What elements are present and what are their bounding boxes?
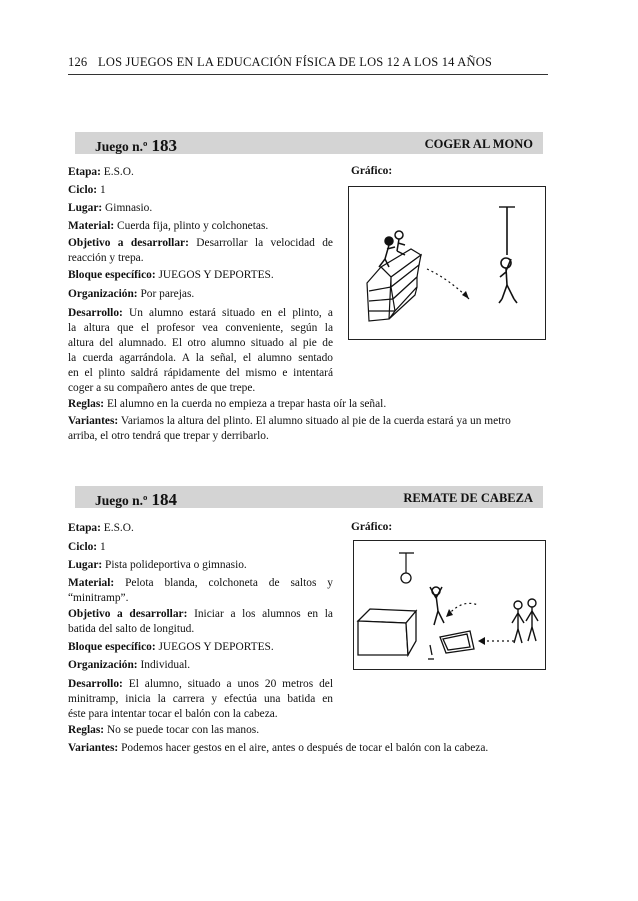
field-value: JUEGOS Y DEPORTES. xyxy=(158,641,274,653)
waiting-students xyxy=(512,599,538,643)
field-etapa xyxy=(68,165,134,180)
climbing-rope-illustration xyxy=(349,187,545,339)
field-bloque xyxy=(68,268,274,283)
field-value: El alumno en la cuerda no empieza a trepar hasta oír la señal. xyxy=(106,398,387,410)
desarrollo-line xyxy=(68,351,333,366)
field-value: No se puede tocar con las manos. xyxy=(106,724,260,736)
field-lugar xyxy=(68,201,152,216)
objetivo-line: batida del salto de longitud. xyxy=(68,623,195,635)
field-label: Variantes: xyxy=(68,742,119,754)
field-value: Cuerda fija, plinto y colchonetas. xyxy=(117,220,269,232)
field-organizacion xyxy=(68,287,194,302)
desarrollo-line xyxy=(68,336,333,351)
field-objetivo-cont: reacción y trepa. xyxy=(68,252,144,264)
field-label: Bloque específico: xyxy=(68,641,156,653)
field-value: Desarrollar la velocidad de xyxy=(196,237,333,249)
field-label: Desarrollo: xyxy=(68,678,123,690)
field-value: Podemos hacer gestos en el aire, antes o después de tocar el balón con la cabeza. xyxy=(121,742,489,754)
field-objetivo xyxy=(68,236,333,251)
field-variantes xyxy=(68,414,511,429)
game-label xyxy=(95,490,177,510)
grafico-label: Gráfico: xyxy=(351,521,393,533)
game-label-text: Juego n.º xyxy=(95,493,148,508)
field-reglas xyxy=(68,723,259,738)
approach-arrow-head xyxy=(478,637,485,645)
field-lugar xyxy=(68,558,247,573)
field-label: Reglas: xyxy=(68,724,105,736)
field-label: Desarrollo: xyxy=(68,307,123,319)
desarrollo-text: minitramp, inicia la carrera y efectúa una batida en xyxy=(68,693,333,705)
field-label: Reglas: xyxy=(68,398,105,410)
desarrollo-line xyxy=(68,366,333,381)
page-number: 126 xyxy=(68,55,88,69)
game-label xyxy=(95,136,177,156)
figure-183 xyxy=(348,186,546,340)
field-value: Pelota blanda, colchoneta de saltos y xyxy=(125,577,333,589)
field-value: E.S.O. xyxy=(103,166,134,178)
field-label: Objetivo a desarrollar: xyxy=(68,608,188,620)
desarrollo-line: éste para intentar tocar el balón con la cabeza. xyxy=(68,708,278,720)
material-line: “minitramp”. xyxy=(68,592,129,604)
running-header xyxy=(68,55,548,70)
field-label: Organización: xyxy=(68,659,138,671)
game-183-title-bar xyxy=(75,132,543,154)
field-label: Objetivo a desarrollar: xyxy=(68,237,189,249)
field-label: Bloque específico: xyxy=(68,269,156,281)
plinth xyxy=(367,249,421,321)
field-value: El alumno, situado a unos 20 metros del xyxy=(128,678,333,690)
desarrollo-line xyxy=(68,321,333,336)
field-objetivo xyxy=(68,607,333,622)
desarrollo-line xyxy=(68,692,333,707)
field-value: E.S.O. xyxy=(103,522,134,534)
field-label: Variantes: xyxy=(68,415,119,427)
figure-184 xyxy=(353,540,546,670)
game-title: REMATE DE CABEZA xyxy=(403,491,533,505)
field-label: Ciclo: xyxy=(68,184,98,196)
field-label: Lugar: xyxy=(68,559,103,571)
field-desarrollo xyxy=(68,677,333,692)
game-184-title-bar xyxy=(75,486,543,508)
game-number: 184 xyxy=(151,490,177,509)
header-rule xyxy=(68,74,548,75)
field-value: 1 xyxy=(99,541,106,553)
field-bloque xyxy=(68,640,274,655)
field-reglas xyxy=(68,397,386,412)
field-value: Variamos la altura del plinto. El alumno situado al pie de la cuerda estará ya un metro xyxy=(120,415,511,427)
field-label: Material: xyxy=(68,220,115,232)
game-title: COGER AL MONO xyxy=(424,137,533,151)
field-label: Etapa: xyxy=(68,522,101,534)
game-number: 183 xyxy=(151,136,177,155)
field-value: Iniciar a los alumnos en la xyxy=(194,608,333,620)
field-material xyxy=(68,219,268,234)
variantes-line: arriba, el otro tendrá que trepar y derribarlo. xyxy=(68,430,269,442)
desarrollo-text: la cuerda agarrándola. A la señal, el alumno sentado xyxy=(68,352,333,364)
jumper-figure xyxy=(430,587,444,625)
field-label: Material: xyxy=(68,577,115,589)
field-value: Pista polideportiva o gimnasio. xyxy=(105,559,247,571)
game-label-text: Juego n.º xyxy=(95,139,148,154)
field-desarrollo xyxy=(68,306,333,321)
desarrollo-text: en el plinto saldrá rápidamente del mismo e intentará xyxy=(68,367,333,379)
minitramp xyxy=(428,631,474,659)
field-etapa xyxy=(68,521,134,536)
field-value: Gimnasio. xyxy=(105,202,153,214)
desarrollo-line: coger a su compañero antes de que trepe. xyxy=(68,382,256,394)
field-label: Ciclo: xyxy=(68,541,98,553)
landing-mat xyxy=(358,609,416,655)
field-value: Individual. xyxy=(140,659,191,671)
desarrollo-text: altura del alumnado. El otro alumno situado al pie de xyxy=(68,337,333,349)
field-label: Etapa: xyxy=(68,166,101,178)
climber-figure xyxy=(499,258,517,303)
field-material xyxy=(68,576,333,591)
jump-arc xyxy=(448,603,478,615)
field-organizacion xyxy=(68,658,190,673)
header-jump-illustration xyxy=(354,541,545,669)
field-value: JUEGOS Y DEPORTES. xyxy=(158,269,274,281)
running-title: LOS JUEGOS EN LA EDUCACIÓN FÍSICA DE LOS 12 A LOS 14 AÑOS xyxy=(98,55,493,69)
desarrollo-text: la altura que el profesor vea conveniente, según la xyxy=(68,322,333,334)
field-label: Organización: xyxy=(68,288,138,300)
grafico-label: Gráfico: xyxy=(351,165,393,177)
field-value: 1 xyxy=(99,184,106,196)
field-value: Por parejas. xyxy=(140,288,195,300)
field-label: Lugar: xyxy=(68,202,103,214)
field-ciclo xyxy=(68,183,106,198)
arrow-head xyxy=(462,291,469,299)
field-variantes xyxy=(68,741,488,756)
field-ciclo xyxy=(68,540,106,555)
ball xyxy=(401,573,411,583)
field-value: Un alumno estará situado en el plinto, a xyxy=(128,307,333,319)
